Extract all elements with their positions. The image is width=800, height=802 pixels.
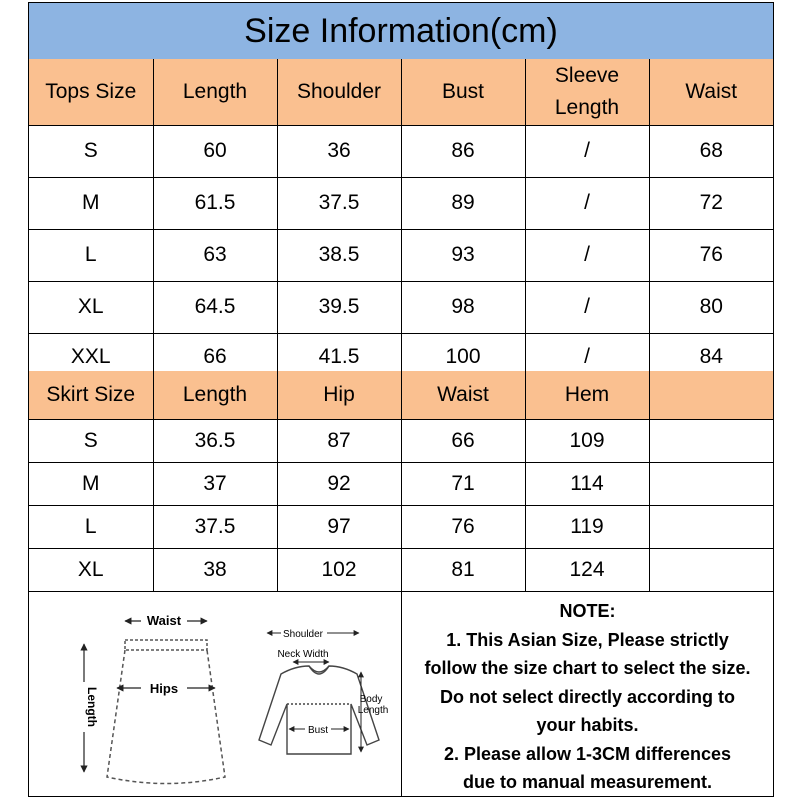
empty-cell <box>649 505 773 548</box>
bust-cell: 98 <box>401 281 525 333</box>
length-cell: 60 <box>153 125 277 177</box>
length-cell: 37 <box>153 462 277 505</box>
length-cell: 37.5 <box>153 505 277 548</box>
empty-cell <box>649 548 773 591</box>
table-row <box>29 177 773 229</box>
top-body-length-label-1: Body <box>359 694 383 705</box>
size-cell: XL <box>29 281 153 333</box>
note-line: 1. This Asian Size, Please strictly <box>446 629 729 650</box>
empty-cell <box>649 419 773 462</box>
size-cell: S <box>29 419 153 462</box>
sleeve-cell: / <box>525 281 649 333</box>
table-row <box>29 281 773 333</box>
size-cell: L <box>29 505 153 548</box>
note-line: due to manual measurement. <box>462 772 713 792</box>
size-cell: M <box>29 177 153 229</box>
hip-cell: 92 <box>277 462 401 505</box>
tops-header-bust: Bust <box>401 59 525 125</box>
top-body-length-label-2: Length <box>357 705 389 716</box>
skirt-header-empty <box>649 371 773 419</box>
length-cell: 36.5 <box>153 419 277 462</box>
tops-header-length: Length <box>153 59 277 125</box>
shoulder-cell: 38.5 <box>277 229 401 281</box>
tops-size-table <box>29 59 773 382</box>
skirt-length-label: Length <box>85 687 99 727</box>
top-neck-width-label: Neck Width <box>277 649 329 660</box>
length-cell: 61.5 <box>153 177 277 229</box>
skirt-header-hip: Hip <box>277 371 401 419</box>
note-line: Do not select directly according to <box>439 686 736 707</box>
waist-cell: 84 <box>649 333 773 381</box>
sleeve-cell: / <box>525 125 649 177</box>
size-cell: M <box>29 462 153 505</box>
waist-cell: 66 <box>401 419 525 462</box>
empty-cell <box>649 462 773 505</box>
hip-cell: 87 <box>277 419 401 462</box>
hem-cell: 119 <box>525 505 649 548</box>
skirt-hips-label: Hips <box>149 681 179 696</box>
hip-cell: 97 <box>277 505 401 548</box>
table-row <box>29 548 773 591</box>
hip-cell: 102 <box>277 548 401 591</box>
table-row <box>29 229 773 281</box>
waist-cell: 81 <box>401 548 525 591</box>
tops-header-waist: Waist <box>649 59 773 125</box>
top-bust-label: Bust <box>307 725 329 736</box>
length-cell: 63 <box>153 229 277 281</box>
hem-cell: 124 <box>525 548 649 591</box>
top-shoulder-label: Shoulder <box>282 629 324 640</box>
note-panel <box>402 592 773 797</box>
size-cell: XXL <box>29 333 153 381</box>
skirt-header-row <box>29 371 773 419</box>
waist-cell: 80 <box>649 281 773 333</box>
tops-header-shoulder: Shoulder <box>277 59 401 125</box>
waist-cell: 68 <box>649 125 773 177</box>
table-row <box>29 505 773 548</box>
size-cell: XL <box>29 548 153 591</box>
sleeve-cell: / <box>525 229 649 281</box>
measurement-illustration <box>29 592 401 797</box>
bottom-section <box>29 591 773 797</box>
tops-header-size: Tops Size <box>29 59 153 125</box>
skirt-size-table <box>29 371 773 592</box>
bust-cell: 100 <box>401 333 525 381</box>
size-chart <box>28 2 774 797</box>
size-cell: S <box>29 125 153 177</box>
note-heading: NOTE: <box>559 601 616 621</box>
shoulder-cell: 36 <box>277 125 401 177</box>
bust-cell: 89 <box>401 177 525 229</box>
skirt-header-hem: Hem <box>525 371 649 419</box>
sleeve-cell: / <box>525 333 649 381</box>
hem-cell: 114 <box>525 462 649 505</box>
note-line: follow the size chart to select the size. <box>424 658 751 678</box>
waist-cell: 72 <box>649 177 773 229</box>
tops-header-row <box>29 59 773 125</box>
table-row <box>29 462 773 505</box>
length-cell: 38 <box>153 548 277 591</box>
length-cell: 66 <box>153 333 277 381</box>
note-line: your habits. <box>536 715 639 735</box>
bust-cell: 86 <box>401 125 525 177</box>
shoulder-cell: 37.5 <box>277 177 401 229</box>
skirt-header-length: Length <box>153 371 277 419</box>
measurement-diagram <box>29 592 402 797</box>
shoulder-cell: 41.5 <box>277 333 401 381</box>
skirt-header-waist: Waist <box>401 371 525 419</box>
waist-cell: 71 <box>401 462 525 505</box>
length-cell: 64.5 <box>153 281 277 333</box>
size-cell: L <box>29 229 153 281</box>
table-row <box>29 419 773 462</box>
shoulder-cell: 39.5 <box>277 281 401 333</box>
skirt-header-size: Skirt Size <box>29 371 153 419</box>
bust-cell: 93 <box>401 229 525 281</box>
chart-title: Size Information(cm) <box>29 3 773 60</box>
waist-cell: 76 <box>401 505 525 548</box>
sleeve-cell: / <box>525 177 649 229</box>
skirt-icon <box>107 640 225 784</box>
tops-header-sleeve-length: Sleeve Length <box>525 59 649 125</box>
waist-cell: 76 <box>649 229 773 281</box>
hem-cell: 109 <box>525 419 649 462</box>
note-line: 2. Please allow 1-3CM differences <box>443 743 732 764</box>
skirt-waist-label: Waist <box>146 613 182 628</box>
table-row <box>29 125 773 177</box>
